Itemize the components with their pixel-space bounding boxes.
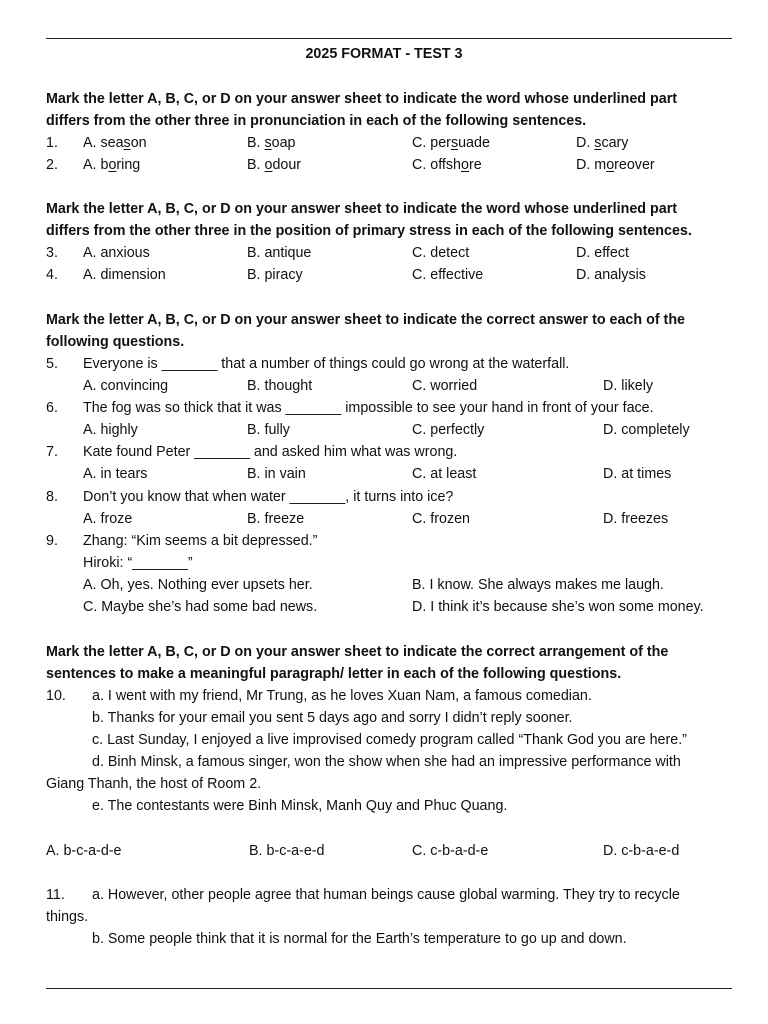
question-2-option-a: A. boring — [83, 157, 141, 173]
question-11-sentence-a-line-1: a. However, other people agree that human beings cause global warming. They try to recycle — [92, 887, 680, 903]
question-6-number: 6. — [46, 400, 58, 416]
question-10-option-b: B. b-c-a-e-d — [249, 843, 325, 859]
question-5-option-d: D. likely — [603, 378, 654, 394]
question-9-stem-line-1: Zhang: “Kim seems a bit depressed.” — [83, 533, 318, 549]
question-9-stem-line-2: Hiroki: “_______” — [83, 555, 193, 571]
question-8-option-a: A. froze — [83, 511, 133, 527]
section-1-instruction-line-1: Mark the letter A, B, C, or D on your answer sheet to indicate the word whose underlined part — [46, 91, 678, 107]
question-1-option-d: D. scary — [576, 135, 629, 151]
question-11-sentence-b: b. Some people think that it is normal for the Earth’s temperature to go up and down. — [92, 931, 627, 947]
page-title: 2025 FORMAT - TEST 3 — [305, 46, 463, 62]
section-4-instruction-line-1: Mark the letter A, B, C, or D on your answer sheet to indicate the correct arrangement of the — [46, 644, 669, 660]
question-3-option-c: C. detect — [412, 245, 470, 261]
question-3-number: 3. — [46, 245, 58, 261]
question-7-option-c: C. at least — [412, 466, 477, 482]
section-4-instruction-line-2: sentences to make a meaningful paragraph/ letter in each of the following questions. — [46, 666, 622, 682]
question-3-option-b: B. antique — [247, 245, 312, 261]
question-5-option-b: B. thought — [247, 378, 313, 394]
question-10-number: 10. — [46, 688, 66, 704]
question-4-option-d: D. analysis — [576, 267, 646, 283]
top-rule — [46, 38, 732, 39]
question-5-option-a: A. convincing — [83, 378, 169, 394]
question-10-sentence-e: e. The contestants were Binh Minsk, Manh Quy and Phuc Quang. — [92, 798, 508, 814]
section-2-instruction-line-1: Mark the letter A, B, C, or D on your answer sheet to indicate the word whose underlined part — [46, 201, 678, 217]
question-7-option-b: B. in vain — [247, 466, 306, 482]
question-2-number: 2. — [46, 157, 58, 173]
question-7-stem: Kate found Peter _______ and asked him what was wrong. — [83, 444, 458, 460]
question-7-option-a: A. in tears — [83, 466, 148, 482]
question-2-option-c: C. offshore — [412, 157, 482, 173]
question-11-number: 11. — [46, 887, 65, 903]
question-8-stem: Don’t you know that when water _______, it turns into ice? — [83, 489, 454, 505]
question-9-option-c: C. Maybe she’s had some bad news. — [83, 599, 318, 615]
question-10-sentence-d-line-1: d. Binh Minsk, a famous singer, won the show when she had an impressive performance with — [92, 754, 681, 770]
question-9-option-b: B. I know. She always makes me laugh. — [412, 577, 664, 593]
question-4-option-c: C. effective — [412, 267, 484, 283]
question-9-option-d: D. I think it’s because she’s won some money. — [412, 599, 704, 615]
question-10-option-c: C. c-b-a-d-e — [412, 843, 489, 859]
question-8-option-d: D. freezes — [603, 511, 669, 527]
question-10-option-a: A. b-c-a-d-e — [46, 843, 122, 859]
question-3-option-a: A. anxious — [83, 245, 150, 261]
section-3-instruction-line-2: following questions. — [46, 334, 185, 350]
question-4-option-a: A. dimension — [83, 267, 166, 283]
question-7-option-d: D. at times — [603, 466, 672, 482]
question-10-sentence-a: a. I went with my friend, Mr Trung, as he loves Xuan Nam, a famous comedian. — [92, 688, 592, 704]
question-5-option-c: C. worried — [412, 378, 478, 394]
question-2-option-b: B. odour — [247, 157, 302, 173]
question-4-option-b: B. piracy — [247, 267, 303, 283]
section-1-instruction-line-2: differs from the other three in pronunciation in each of the following sentences. — [46, 113, 587, 129]
question-10-option-d: D. c-b-a-e-d — [603, 843, 680, 859]
question-3-option-d: D. effect — [576, 245, 629, 261]
bottom-rule — [46, 988, 732, 989]
question-7-number: 7. — [46, 444, 58, 460]
question-5-number: 5. — [46, 356, 58, 372]
question-4-number: 4. — [46, 267, 58, 283]
question-1-option-b: B. soap — [247, 135, 296, 151]
question-6-option-c: C. perfectly — [412, 422, 485, 438]
question-10-sentence-c: c. Last Sunday, I enjoyed a live improvised comedy program called “Thank God you are here.” — [92, 732, 687, 748]
section-2-instruction-line-2: differs from the other three in the position of primary stress in each of the following sentences. — [46, 223, 692, 239]
question-8-number: 8. — [46, 489, 58, 505]
question-6-option-b: B. fully — [247, 422, 290, 438]
question-1-option-a: A. season — [83, 135, 147, 151]
section-3-instruction-line-1: Mark the letter A, B, C, or D on your answer sheet to indicate the correct answer to each of the — [46, 312, 686, 328]
question-1-option-c: C. persuade — [412, 135, 490, 151]
question-6-option-a: A. highly — [83, 422, 138, 438]
question-10-sentence-d-line-2: Giang Thanh, the host of Room 2. — [46, 776, 262, 792]
question-11-sentence-a-line-2: things. — [46, 909, 89, 925]
question-6-stem: The fog was so thick that it was _______ impossible to see your hand in front of your face. — [83, 400, 654, 416]
question-2-option-d: D. moreover — [576, 157, 655, 173]
question-10-sentence-b: b. Thanks for your email you sent 5 days ago and sorry I didn’t reply sooner. — [92, 710, 573, 726]
question-9-number: 9. — [46, 533, 58, 549]
question-5-stem: Everyone is _______ that a number of things could go wrong at the waterfall. — [83, 356, 570, 372]
question-9-option-a: A. Oh, yes. Nothing ever upsets her. — [83, 577, 313, 593]
question-8-option-b: B. freeze — [247, 511, 305, 527]
question-1-number: 1. — [46, 135, 58, 151]
question-6-option-d: D. completely — [603, 422, 690, 438]
question-8-option-c: C. frozen — [412, 511, 471, 527]
